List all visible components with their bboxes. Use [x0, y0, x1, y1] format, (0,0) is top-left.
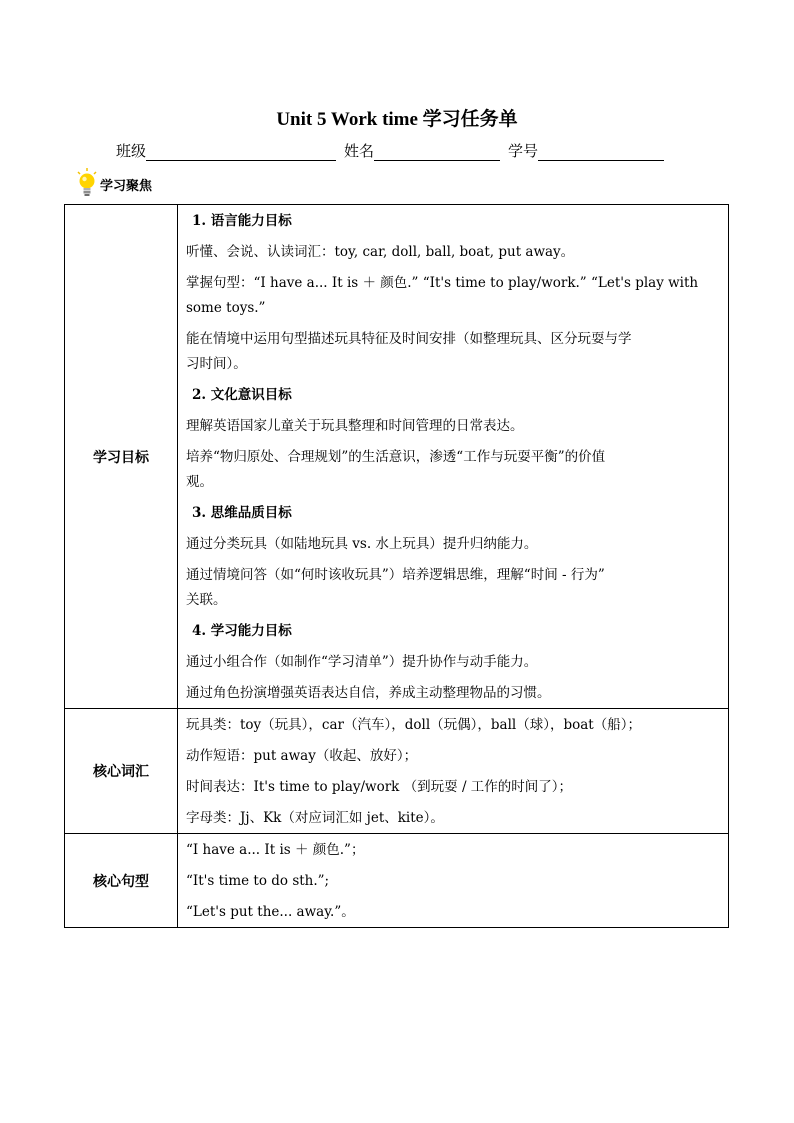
vocabulary-line: 字母类：Jj、Kk（对应词汇如 jet、kite）。	[186, 810, 444, 826]
vocabulary-line: 动作短语：put away（收起、放好）；	[186, 748, 418, 764]
class-label: 班级	[116, 142, 147, 160]
objective-heading: 3. 思维品质目标	[192, 505, 292, 521]
vocabulary-label: 核心词汇	[65, 709, 178, 834]
name-blank[interactable]	[374, 144, 500, 161]
class-blank[interactable]	[146, 144, 336, 161]
objective-line: 通过分类玩具（如陆地玩具 vs. 水上玩具）提升归纳能力。	[186, 536, 538, 552]
objective-line: 掌握句型：“I have a... It is ＋ 颜色.” “It's time to play/work.” “Let's play with	[186, 275, 699, 291]
sentence-line: “It's time to do sth.”;	[186, 873, 330, 889]
objective-line: 理解英语国家儿童关于玩具整理和时间管理的日常表达。	[186, 418, 524, 434]
vocabulary-row	[65, 709, 729, 834]
objective-heading: 1. 语言能力目标	[192, 213, 292, 229]
objective-line: 观。	[186, 474, 213, 490]
name-label: 姓名	[344, 142, 375, 160]
sentence-line: “I have a... It is ＋ 颜色.”；	[186, 842, 365, 858]
objective-heading: 4. 学习能力目标	[192, 623, 292, 639]
student-info-line	[116, 140, 664, 161]
objective-line: 习时间）。	[186, 356, 247, 372]
sentences-label: 核心句型	[65, 834, 178, 928]
focus-label: 学习聚焦	[100, 179, 153, 194]
number-label: 学号	[508, 142, 539, 160]
objective-line: 培养“物归原处、合理规划”的生活意识，渗透“工作与玩耍平衡”的价值	[186, 449, 606, 465]
sentences-content	[178, 834, 729, 928]
vocabulary-line: 玩具类：toy（玩具），car（汽车），doll（玩偶），ball（球），boat（船）；	[186, 717, 641, 733]
objective-heading: 2. 文化意识目标	[192, 387, 292, 403]
lightbulb-icon	[76, 168, 98, 198]
objective-line: some toys.”	[186, 300, 266, 316]
objective-line: 听懂、会说、认读词汇：toy, car, doll, ball, boat, put away。	[186, 244, 575, 260]
vocabulary-content	[178, 709, 729, 834]
objective-line: 关联。	[186, 592, 227, 608]
vocabulary-line: 时间表达：It's time to play/work （到玩耍 / 工作的时间了）；	[186, 779, 573, 795]
objective-line: 能在情境中运用句型描述玩具特征及时间安排（如整理玩具、区分玩耍与学	[186, 331, 632, 347]
objectives-row	[65, 205, 729, 709]
sentences-row	[65, 834, 729, 928]
page-title: Unit 5 Work time 学习任务单	[276, 109, 518, 130]
objectives-label: 学习目标	[65, 205, 178, 709]
number-blank[interactable]	[538, 144, 664, 161]
objective-line: 通过情境问答（如“何时该收玩具”）培养逻辑思维，理解“时间 - 行为”	[186, 567, 605, 583]
objective-line: 通过角色扮演增强英语表达自信，养成主动整理物品的习惯。	[186, 685, 551, 701]
focus-heading	[76, 168, 152, 198]
objective-line: 通过小组合作（如制作“学习清单”）提升协作与动手能力。	[186, 654, 538, 670]
task-table	[64, 204, 729, 928]
sentence-line: “Let's put the... away.”。	[186, 904, 355, 920]
objectives-content	[178, 205, 729, 709]
